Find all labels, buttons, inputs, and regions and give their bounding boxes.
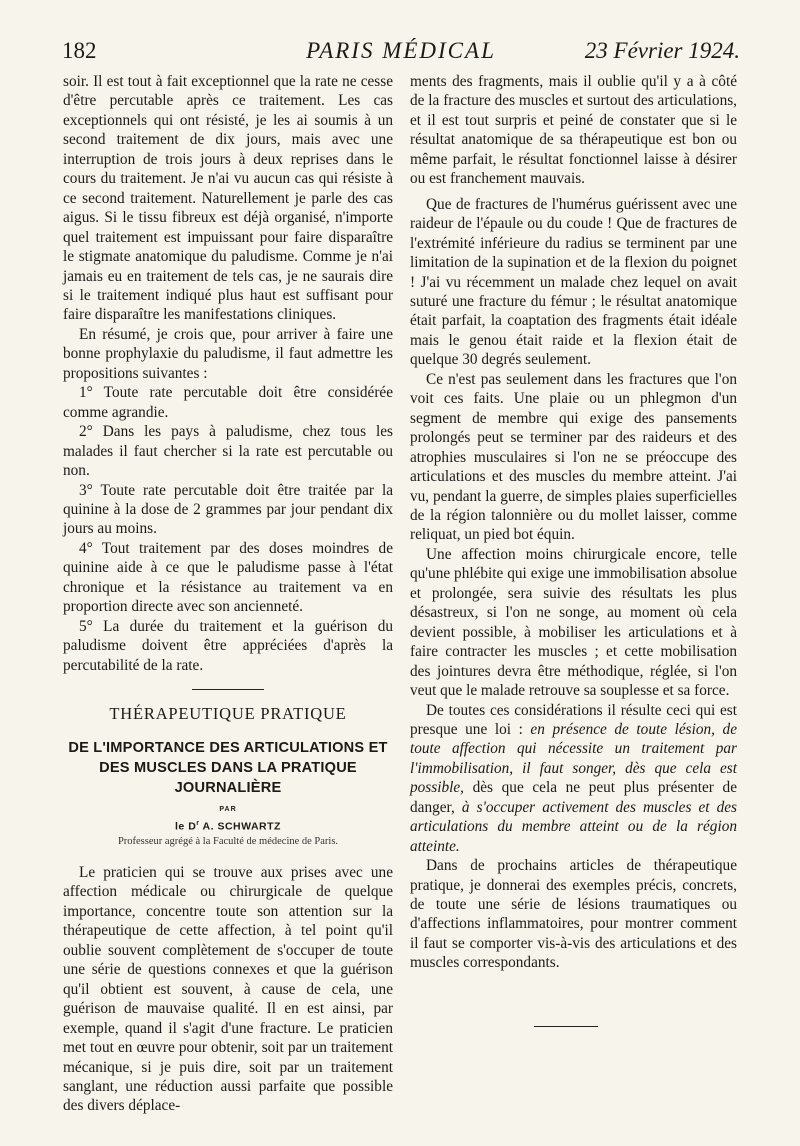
paragraph: Le praticien qui se trouve aux prises avec une affection médicale ou chirurgicale de quelque importance, concentre toute son attention sur la thérapeutique de cette affection, à tel point qu'il oublie souvent complètement de s'occuper de toute une série de questions connexes et que la guérison qu'il obtient est souvent, à cause de cela, une guérison de mauvaise qualité. Il en est ainsi, par exemple, quand il s'agit d'une fracture. Le praticien met tout en œuvre pour obtenir, soit par un traitement mécanique, si je puis dire, soit par un traitement sanglant, une réduction aussi parfaite que possible des divers déplace-: [63, 864, 393, 1115]
issue-date: 23 Février 1924.: [584, 38, 740, 63]
article-title: DE L'IMPORTANCE DES ARTICULATIONS ET DES MUSCLES DANS LA PRATIQUE JOURNALIÈRE: [68, 739, 388, 796]
paragraph: Dans de prochains articles de thérapeutique pratique, je donnerai des exemples précis, concrets, de toute une série de lésions traumatiques ou d'affections inflammatoires, pour montrer comment il faut se comporter vis-à-vis des articulations et des muscles correspondants.: [410, 857, 737, 972]
paragraph: 3° Toute rate percutable doit être traitée par la quinine à la dose de 2 grammes par jour pendant dix jours au moins.: [63, 481, 393, 538]
paragraph: 4° Tout traitement par des doses moindres de quinine aide à ce que le paludisme passe à l'état chronique et la résistance au traitement va en proportion directe avec son ancienneté.: [63, 539, 393, 616]
author-prefix-sup: r: [196, 819, 200, 827]
author-affiliation: Professeur agrégé à la Faculté de médecine de Paris.: [117, 836, 339, 847]
paragraph: 5° La durée du traitement et la guérison du paludisme doivent être appréciées d'après la percutabilité de la rate.: [63, 617, 393, 674]
byline-par: PAR: [219, 805, 237, 813]
text-run: De toutes ces considérations il résulte ceci qui est presque une loi :: [410, 701, 737, 738]
paragraph: En résumé, je crois que, pour arriver à faire une bonne prophylaxie du paludisme, il faut admettre les propositions suivantes :: [63, 325, 393, 382]
paragraph: 2° Dans les pays à paludisme, chez tous les malades il faut chercher si la rate est percutable ou non.: [63, 423, 393, 480]
italic-run: en présence de toute lésion, de toute affection qui nécessite un traitement par l'immobilisation, il faut songer, dès que cela est possible,: [410, 720, 737, 797]
paragraph: soir. Il est tout à fait exceptionnel que la rate ne cesse d'être percutable après ce traitement. Les cas exceptionnels qui ont résisté, je les ai soumis à un second traitement de dix jours, mais avec une interruption de trois jours à deux reprises dans le cours du traitement. Je n'ai vu aucun cas qui résiste à ce second traitement. Naturellement je parle des cas aigus. Si le tissu fibreux est déjà organisé, n'importe quel traitement est impuissant pour faire disparaître le stigmate anatomique du paludisme. Comme je n'ai jamais eu en traitement de tels cas, je ne saurais dire si le traitement indiqué plus haut est suffisant pour faire disparaître les manifestations cliniques.: [63, 73, 393, 324]
paragraph: 1° Toute rate percutable doit être considérée comme agrandie.: [63, 384, 393, 421]
paragraph: Ce n'est pas seulement dans les fractures que l'on voit ces faits. Une plaie ou un phlegmon d'un segment de membre qui exige des pansements prolongés peut se terminer par des raideurs et des atrophies musculaires si l'on ne se préoccupe des articulations et des muscles du membre atteint. J'ai vu, pendant la guerre, de simples plaies superficielles de la région talonnière ou du mollet laisser, comme reliquat, un pied bot équin.: [410, 370, 737, 544]
page-number: 182: [62, 38, 97, 63]
journal-name: PARIS MÉDICAL: [306, 38, 496, 63]
end-divider: [534, 1026, 598, 1027]
italic-run: à s'occuper activement des muscles et des articulations du membre atteint ou de la région atteinte.: [410, 798, 737, 855]
article-author: [63, 816, 393, 835]
page-header: [62, 36, 740, 66]
paragraph: Une affection moins chirurgicale encore, telle qu'une phlébite qui exige une immobilisation absolue et prolongée, sera suivie des résultats les plus désastreux, si l'on ne songe, au moment où cela devient possible, à mobiliser les articulations et à faire contracter les muscles ; et cette mobilisation des jointures devra être méthodique, réglée, si l'on veut que le malade retrouve sa souplesse et sa force.: [410, 545, 737, 700]
paragraph: [410, 701, 737, 857]
section-divider: [192, 689, 264, 690]
author-prefix: le D: [175, 820, 197, 832]
section-title: THÉRAPEUTIQUE PRATIQUE: [109, 704, 347, 724]
left-column: [63, 72, 393, 1116]
paragraph: ments des fragments, mais il oublie qu'il y a à côté de la fracture des muscles et surtout des articulations, et il est tout surpris et peiné de constater que si le résultat anatomique de sa thérapeutique est bon ou même parfait, le résultat fonctionnel laisse à désirer ou est franchement mauvais.: [410, 73, 737, 188]
text-run: dès que cela ne peut plus présenter de danger,: [410, 779, 737, 816]
author-name: A. SCHWARTZ: [199, 820, 281, 832]
right-column: [410, 72, 737, 973]
paragraph: Que de fractures de l'humérus guérissent avec une raideur de l'épaule ou du coude ! Que de fractures de l'extrémité inférieure du radius se terminent par une limitation de la supination et de la flexion du poignet ! J'ai vu récemment un malade chez lequel on avait suturé une fracture du fémur ; le résultat anatomique était parfait, la coaptation des fragments était idéale mais le genou était raide et la flexion était de quelque 30 degrés seulement.: [410, 195, 737, 369]
